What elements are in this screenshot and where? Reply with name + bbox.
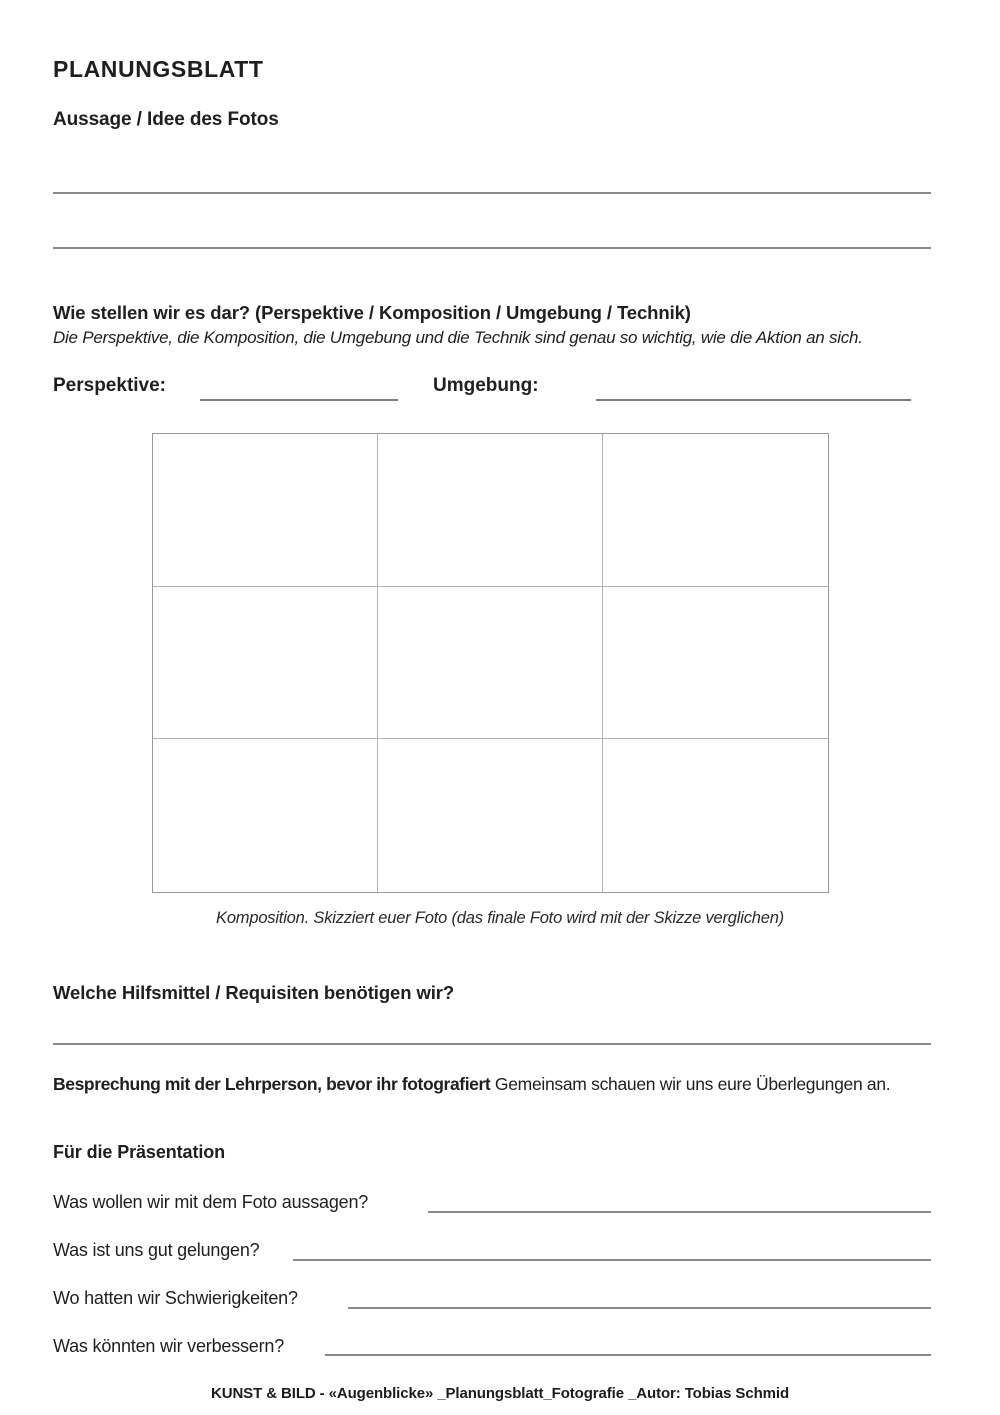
answer-line-aussage-1 [53, 192, 931, 194]
section-heading-darstellung: Wie stellen wir es dar? (Perspektive / Komposition / Umgebung / Technik) [53, 302, 691, 323]
section-heading-aussage: Aussage / Idee des Fotos [53, 109, 279, 130]
composition-sketch-grid [152, 433, 829, 893]
sketch-grid-cell [378, 587, 603, 740]
sketch-grid-cell [603, 587, 828, 740]
umgebung-label: Umgebung: [433, 375, 539, 396]
answer-line-q2 [293, 1259, 931, 1261]
answer-line-perspektive [200, 399, 398, 401]
sketch-grid-cell [153, 739, 378, 892]
question-label-aussagen: Was wollen wir mit dem Foto aussagen? [53, 1192, 369, 1212]
question-label-gelungen: Was ist uns gut gelungen? [53, 1240, 260, 1260]
sketch-grid-cell [378, 739, 603, 892]
answer-line-hilfsmittel [53, 1043, 931, 1045]
perspektive-label: Perspektive: [53, 375, 167, 396]
sketch-grid-cell [378, 434, 603, 587]
section-heading-praesentation: Für die Präsentation [53, 1142, 226, 1162]
answer-line-q3 [348, 1307, 931, 1309]
question-label-verbessern: Was könnten wir verbessern? [53, 1336, 285, 1356]
besprechung-text-regular: Gemeinsam schauen wir uns eure Überlegungen an. [490, 1074, 891, 1094]
page-footer: KUNST & BILD - «Augenblicke» _Planungsblatt_Fotografie _Autor: Tobias Schmid [210, 1385, 790, 1402]
answer-line-q1 [428, 1211, 931, 1213]
besprechung-note [53, 1074, 953, 1095]
sketch-grid-cell [153, 434, 378, 587]
sketch-grid-cell [603, 434, 828, 587]
section-subheading-darstellung: Die Perspektive, die Komposition, die Umgebung und die Technik sind genau so wichtig, wie die Aktion an sich. [53, 328, 863, 347]
page-title: PLANUNGSBLATT [53, 56, 264, 82]
besprechung-heading-bold: Besprechung mit der Lehrperson, bevor ihr fotografiert [53, 1074, 491, 1094]
section-heading-hilfsmittel: Welche Hilfsmittel / Requisiten benötigen wir? [53, 982, 455, 1003]
answer-line-aussage-2 [53, 247, 931, 249]
answer-line-q4 [325, 1354, 931, 1356]
answer-line-umgebung [596, 399, 911, 401]
sketch-grid-cell [603, 739, 828, 892]
question-label-schwierigkeiten: Wo hatten wir Schwierigkeiten? [53, 1288, 298, 1308]
sketch-grid-cell [153, 587, 378, 740]
sketch-grid-caption: Komposition. Skizziert euer Foto (das finale Foto wird mit der Skizze verglichen) [216, 909, 784, 927]
